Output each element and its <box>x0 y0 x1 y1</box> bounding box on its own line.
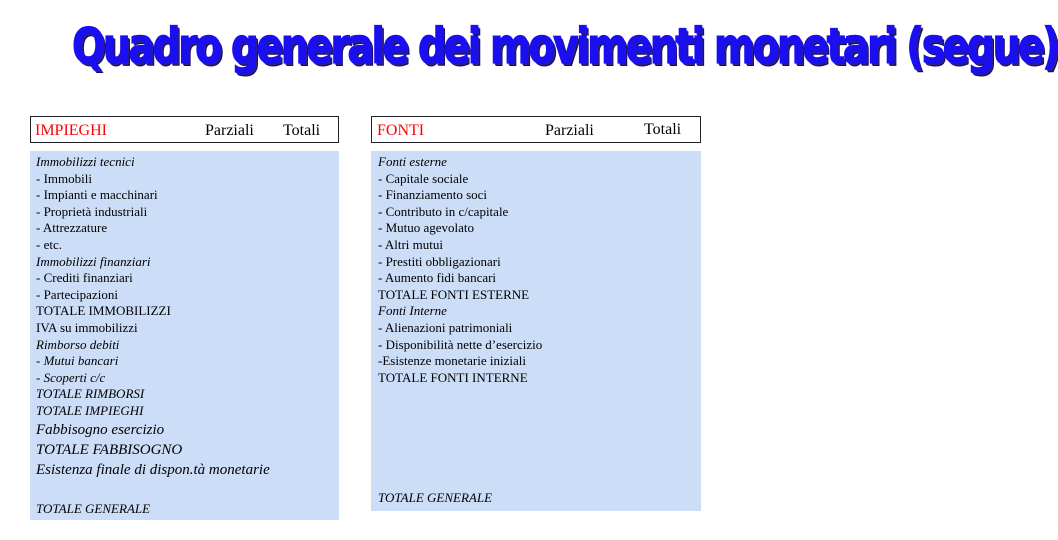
impieghi-row: - Attrezzature <box>36 220 108 236</box>
fonti-header-parziali: Parziali <box>545 122 594 139</box>
impieghi-row: TOTALE FABBISOGNO <box>36 441 183 458</box>
impieghi-row: TOTALE IMMOBILIZZI <box>36 303 171 319</box>
fonti-panel <box>371 151 701 511</box>
fonti-row: Fonti Interne <box>378 303 447 319</box>
fonti-row: - Mutuo agevolato <box>378 220 475 236</box>
fonti-header-totali: Totali <box>644 121 682 138</box>
impieghi-row: - Impianti e macchinari <box>36 187 158 203</box>
impieghi-row: - Mutui bancari <box>36 353 119 369</box>
fonti-row: - Altri mutui <box>378 236 443 252</box>
impieghi-row: Rimborso debiti <box>36 336 120 352</box>
fonti-row: - Aumento fidi bancari <box>378 270 497 286</box>
fonti-header-label: FONTI <box>377 122 425 139</box>
impieghi-panel <box>30 151 339 520</box>
page-title: Quadro generale dei movimenti monetari (segue) <box>72 18 1058 75</box>
impieghi-row: - Proprietà industriali <box>36 203 148 219</box>
impieghi-row: IVA su immobilizzi <box>36 319 138 335</box>
impieghi-header-label: IMPIEGHI <box>35 122 107 139</box>
fonti-row: - Capitale sociale <box>378 170 469 186</box>
impieghi-header <box>30 116 339 143</box>
impieghi-header-totali: Totali <box>283 122 321 139</box>
impieghi-row: - Immobili <box>36 170 92 186</box>
impieghi-row: TOTALE RIMBORSI <box>36 386 145 402</box>
fonti-row: - Prestiti obbligazionari <box>378 253 501 269</box>
fonti-row: - Finanziamento soci <box>378 187 488 203</box>
impieghi-row: TOTALE IMPIEGHI <box>36 402 144 418</box>
fonti-row: -Esistenze monetarie iniziali <box>378 353 526 369</box>
impieghi-row: - etc. <box>36 236 62 252</box>
fonti-row: TOTALE FONTI INTERNE <box>378 369 528 385</box>
fonti-row: - Alienazioni patrimoniali <box>378 319 513 335</box>
impieghi-row: - Crediti finanziari <box>36 270 133 286</box>
impieghi-list <box>36 154 270 480</box>
impieghi-row: - Scoperti c/c <box>36 369 106 385</box>
fonti-totale-generale: TOTALE GENERALE <box>378 490 493 505</box>
fonti-row: TOTALE FONTI ESTERNE <box>378 286 530 302</box>
fonti-list <box>378 154 542 386</box>
impieghi-totale-generale: TOTALE GENERALE <box>36 501 151 516</box>
impieghi-row: Fabbisogno esercizio <box>36 421 165 438</box>
impieghi-row: - Partecipazioni <box>36 286 118 302</box>
impieghi-row: Esistenza finale di dispon.tà monetarie <box>36 461 270 478</box>
fonti-row: Fonti esterne <box>378 154 447 169</box>
fonti-row: - Disponibilità nette d’esercizio <box>378 336 543 352</box>
fonti-row: - Contributo in c/capitale <box>378 203 509 219</box>
impieghi-row: Immobilizzi finanziari <box>36 253 151 269</box>
impieghi-row: Immobilizzi tecnici <box>36 154 135 169</box>
impieghi-header-parziali: Parziali <box>205 122 254 139</box>
